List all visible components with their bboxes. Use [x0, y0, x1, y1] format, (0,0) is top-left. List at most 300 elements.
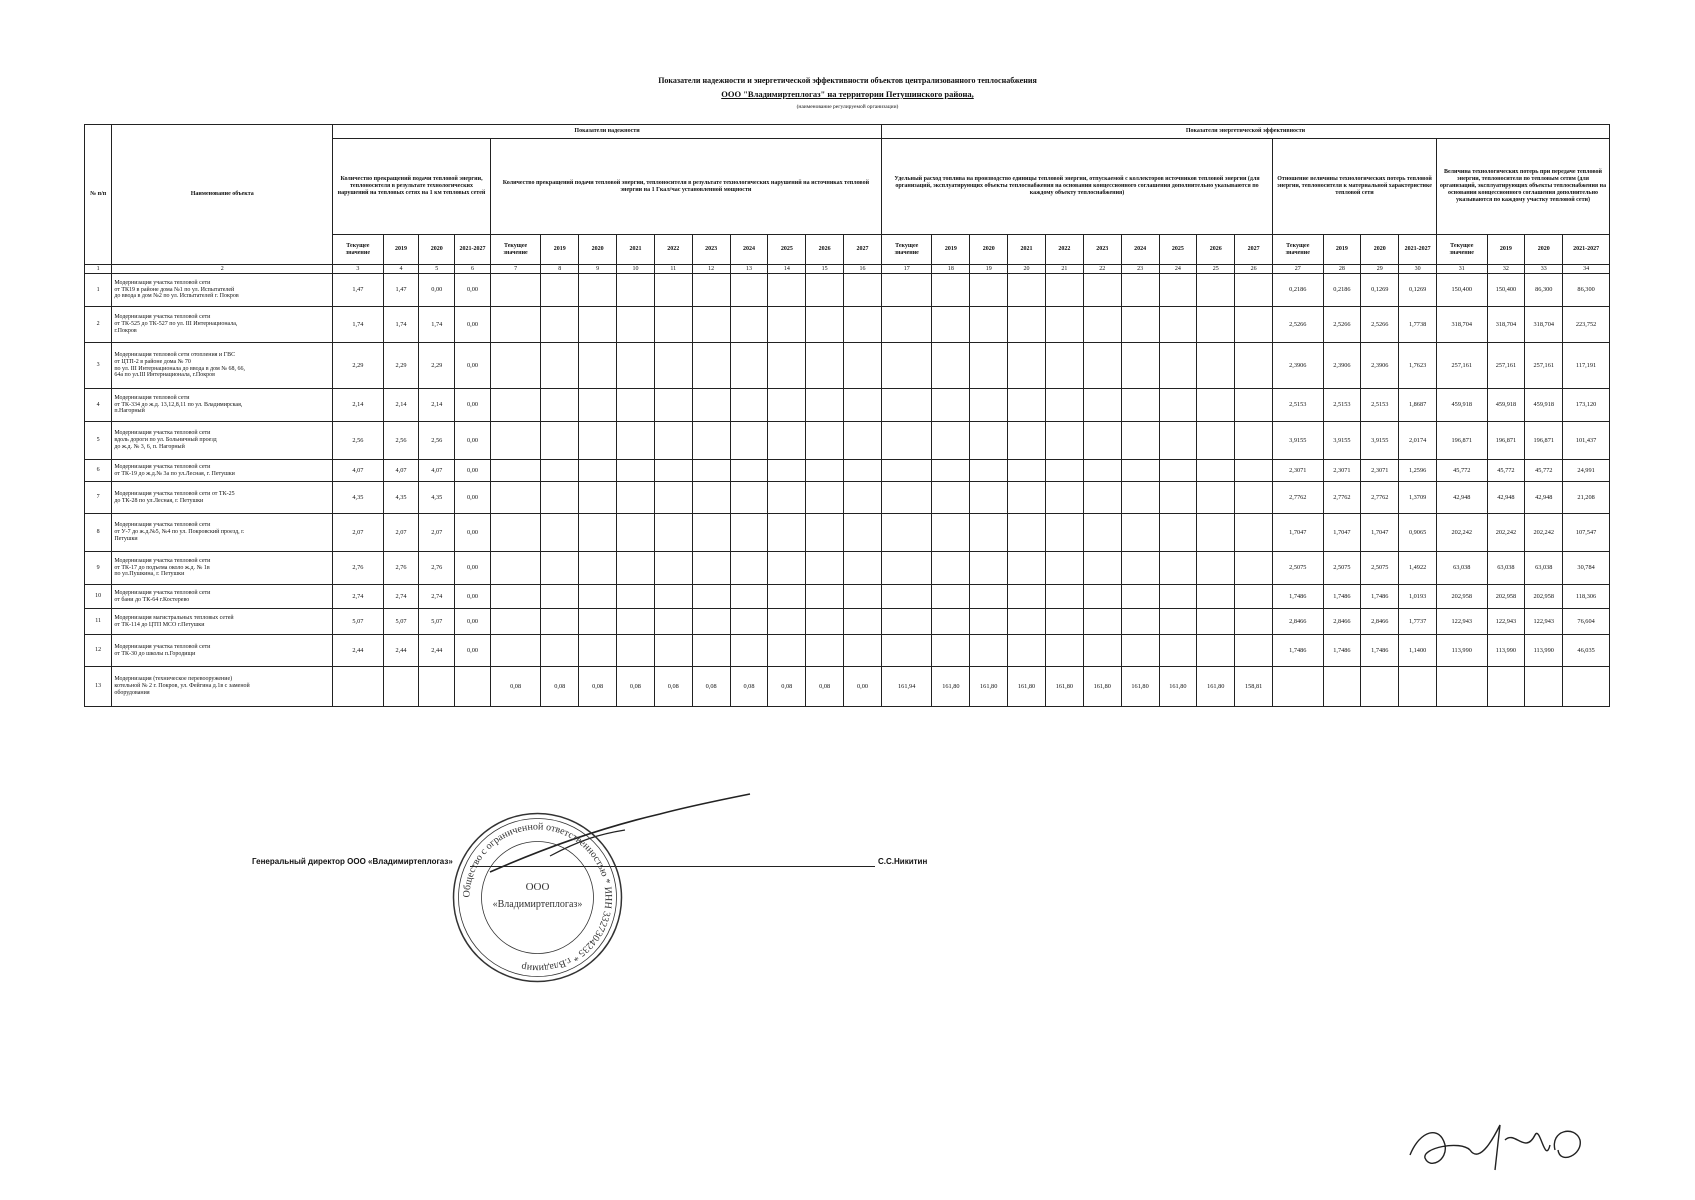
g4-value: 2,5153	[1361, 389, 1399, 422]
g2-value	[844, 609, 882, 635]
loss-ratio-current-header: Текущее значение	[1273, 235, 1323, 265]
row-number: 1	[85, 274, 112, 307]
g2-value	[844, 389, 882, 422]
header-group-fuel-consumption: Удельный расход топлива на производство единицы тепловой энергии, отпускаемой с коллекторов источников тепловой энергии (для организаций, эксплуатирующих объекты теплоснабжения на основании концессионного соглашения дополнительно указываются по каждому объекту теплоснабжения)	[881, 139, 1272, 235]
g3-value	[970, 552, 1008, 585]
object-name-line: от бани до ТК-64 г.Костерево	[114, 596, 190, 603]
g2-value	[768, 343, 806, 389]
g2-value: 0,00	[844, 667, 882, 707]
g5-value	[1437, 667, 1487, 707]
g3-value	[1121, 422, 1159, 460]
g2-value	[768, 585, 806, 609]
g5-value: 173,120	[1563, 389, 1610, 422]
g5-value: 257,161	[1437, 343, 1487, 389]
g3-value	[1197, 274, 1235, 307]
row-number: 4	[85, 389, 112, 422]
g1-value: 5,07	[333, 609, 383, 635]
object-name	[112, 514, 333, 552]
g4-value: 2,3906	[1361, 343, 1399, 389]
network-outages-current-header: Текущее значение	[333, 235, 383, 265]
column-index-cell: 33	[1525, 265, 1563, 274]
g3-value	[1121, 482, 1159, 514]
g5-value: 202,242	[1525, 514, 1563, 552]
g3-value	[970, 514, 1008, 552]
column-index-cell: 5	[419, 265, 455, 274]
g2-value	[730, 514, 768, 552]
column-index-cell: 18	[932, 265, 970, 274]
g4-value: 2,5266	[1361, 307, 1399, 343]
g2-value	[806, 389, 844, 422]
g2-value	[654, 585, 692, 609]
g3-value	[970, 482, 1008, 514]
signer-name: С.С.Никитин	[878, 857, 928, 866]
g4-value	[1399, 667, 1437, 707]
g4-value	[1323, 667, 1361, 707]
g4-value: 2,5075	[1323, 552, 1361, 585]
g2-value	[768, 460, 806, 482]
column-index-cell: 29	[1361, 265, 1399, 274]
g4-value	[1273, 667, 1323, 707]
table-row	[85, 389, 1610, 422]
g2-value	[806, 609, 844, 635]
g2-value: 0,08	[617, 667, 655, 707]
g3-value	[1083, 482, 1121, 514]
g4-value: 3,9155	[1273, 422, 1323, 460]
object-name-line: котельной № 2 г. Покров, ул. Фейгина д.1в с заменой	[114, 683, 250, 690]
column-index-cell: 2	[112, 265, 333, 274]
g3-value	[881, 307, 931, 343]
header-number: № п/п	[85, 125, 112, 265]
object-name	[112, 635, 333, 667]
g3-value	[1045, 635, 1083, 667]
g3-value	[1008, 552, 1046, 585]
g2-value	[730, 609, 768, 635]
object-name	[112, 609, 333, 635]
object-name-line: Модернизация участка тепловой сети	[114, 430, 211, 437]
g4-value: 3,9155	[1323, 422, 1361, 460]
g4-value: 1,7486	[1323, 585, 1361, 609]
g3-value	[1121, 635, 1159, 667]
object-name-line: Модернизация магистральных тепловых сетей	[114, 614, 234, 621]
g5-value: 101,437	[1563, 422, 1610, 460]
column-index-cell: 21	[1045, 265, 1083, 274]
g1-value: 0,00	[455, 609, 491, 635]
g1-value	[455, 667, 491, 707]
g2-value	[844, 343, 882, 389]
column-index-cell: 31	[1437, 265, 1487, 274]
g3-value: 161,80	[1121, 667, 1159, 707]
g4-value: 0,1269	[1361, 274, 1399, 307]
g3-value	[1235, 343, 1273, 389]
g5-value: 196,871	[1525, 422, 1563, 460]
g1-value: 2,07	[419, 514, 455, 552]
object-name-line: от ЦТП-2 в районе дома № 70	[114, 358, 191, 365]
object-name-line: Модернизация (техническое перевооружение)	[114, 676, 233, 683]
g2-value	[541, 307, 579, 343]
row-number: 2	[85, 307, 112, 343]
g1-value: 1,74	[333, 307, 383, 343]
g3-value	[1235, 460, 1273, 482]
g2-value	[654, 514, 692, 552]
g3-value	[881, 609, 931, 635]
g5-value	[1563, 667, 1610, 707]
loss-ratio-year-header: 2020	[1361, 235, 1399, 265]
object-name-line: Модернизация участка тепловой сети	[114, 314, 211, 321]
g3-value	[1159, 552, 1197, 585]
g3-value	[970, 343, 1008, 389]
g3-value: 161,94	[881, 667, 931, 707]
g3-value: 161,80	[970, 667, 1008, 707]
g2-value	[541, 585, 579, 609]
g3-value	[970, 585, 1008, 609]
object-name-line: п.Нагорный	[114, 408, 145, 415]
source-outages-year-header: 2027	[844, 235, 882, 265]
g1-value: 0,00	[455, 635, 491, 667]
g4-value: 0,1269	[1399, 274, 1437, 307]
g2-value	[654, 343, 692, 389]
g1-value: 4,07	[383, 460, 419, 482]
g5-value	[1525, 667, 1563, 707]
g3-value	[1159, 585, 1197, 609]
column-index-cell: 28	[1323, 265, 1361, 274]
g2-value: 0,08	[579, 667, 617, 707]
tech-losses-year-header: 2021-2027	[1563, 235, 1610, 265]
g3-value: 158,81	[1235, 667, 1273, 707]
g3-value	[881, 460, 931, 482]
g1-value: 1,74	[419, 307, 455, 343]
g3-value	[1159, 307, 1197, 343]
g3-value	[881, 389, 931, 422]
g2-value	[806, 552, 844, 585]
g2-value	[579, 422, 617, 460]
g3-value	[1045, 609, 1083, 635]
table-row	[85, 343, 1610, 389]
g1-value: 4,35	[419, 482, 455, 514]
g1-value	[333, 667, 383, 707]
g1-value: 0,00	[455, 274, 491, 307]
g4-value: 2,5153	[1323, 389, 1361, 422]
g2-value	[541, 635, 579, 667]
g5-value: 113,990	[1437, 635, 1487, 667]
g1-value: 1,74	[383, 307, 419, 343]
g3-value	[1159, 514, 1197, 552]
fuel-consumption-year-header: 2021	[1008, 235, 1046, 265]
g3-value: 161,80	[1008, 667, 1046, 707]
g3-value	[1083, 274, 1121, 307]
g5-value: 118,306	[1563, 585, 1610, 609]
g2-value	[579, 460, 617, 482]
g1-value: 4,35	[333, 482, 383, 514]
source-outages-year-header: 2026	[806, 235, 844, 265]
g2-value	[692, 274, 730, 307]
g2-value	[844, 585, 882, 609]
g5-value: 45,772	[1487, 460, 1525, 482]
g1-value: 2,14	[419, 389, 455, 422]
g4-value: 1,8687	[1399, 389, 1437, 422]
g4-value: 2,5075	[1273, 552, 1323, 585]
g2-value	[768, 307, 806, 343]
seal-center-main: «Владимиртеплогаз»	[492, 899, 583, 910]
g3-value	[1083, 389, 1121, 422]
source-outages-year-header: 2022	[654, 235, 692, 265]
object-name-line: Модернизация участка тепловой сети	[114, 522, 211, 529]
g3-value	[1121, 460, 1159, 482]
g2-value	[541, 343, 579, 389]
object-name-line: от ТК-17 до подъема около ж.д. № 1в	[114, 564, 210, 571]
seal-ring-text: Общество с ограниченной ответственностью * ИНН 3327304235 * г.Владимир	[461, 821, 614, 974]
column-index-row	[85, 265, 1610, 274]
g2-value	[579, 389, 617, 422]
g2-value	[768, 422, 806, 460]
column-index-cell: 23	[1121, 265, 1159, 274]
g3-value	[1083, 585, 1121, 609]
g2-value	[617, 585, 655, 609]
fuel-consumption-year-header: 2026	[1197, 235, 1235, 265]
g4-value: 2,8466	[1323, 609, 1361, 635]
g3-value	[1083, 307, 1121, 343]
g3-value	[1159, 609, 1197, 635]
g3-value	[1197, 422, 1235, 460]
g3-value	[1197, 514, 1235, 552]
column-index-cell: 10	[617, 265, 655, 274]
object-name-line: до ввода в дом №2 по ул. Испытателей г. Покров	[114, 293, 239, 300]
row-number: 8	[85, 514, 112, 552]
g3-value	[932, 307, 970, 343]
g4-value: 2,3071	[1323, 460, 1361, 482]
object-name-line: г.Покров	[114, 327, 137, 334]
object-name-line: Модернизация участка тепловой сети	[114, 589, 211, 596]
column-index-cell: 6	[455, 265, 491, 274]
g1-value: 2,07	[333, 514, 383, 552]
object-name	[112, 667, 333, 707]
g2-value	[617, 482, 655, 514]
table-row	[85, 422, 1610, 460]
g4-value: 1,2596	[1399, 460, 1437, 482]
object-name	[112, 552, 333, 585]
g3-value	[932, 585, 970, 609]
g3-value	[1121, 514, 1159, 552]
g2-value	[844, 635, 882, 667]
object-name-line: Модернизация участка тепловой сети	[114, 643, 211, 650]
g3-value	[1121, 307, 1159, 343]
g4-value	[1361, 667, 1399, 707]
g4-value: 3,9155	[1361, 422, 1399, 460]
column-index-cell: 9	[579, 265, 617, 274]
g1-value: 0,00	[455, 343, 491, 389]
g3-value	[1045, 552, 1083, 585]
table-row	[85, 460, 1610, 482]
g2-value	[806, 343, 844, 389]
column-index-cell: 12	[692, 265, 730, 274]
g2-value	[844, 552, 882, 585]
g3-value	[1008, 422, 1046, 460]
g2-value	[490, 307, 540, 343]
object-name	[112, 307, 333, 343]
g3-value	[881, 585, 931, 609]
g3-value	[881, 274, 931, 307]
g2-value	[490, 343, 540, 389]
row-number: 7	[85, 482, 112, 514]
g3-value	[1121, 274, 1159, 307]
g3-value	[1045, 307, 1083, 343]
g2-value	[692, 585, 730, 609]
g4-value: 2,3071	[1361, 460, 1399, 482]
source-outages-year-header: 2023	[692, 235, 730, 265]
fuel-consumption-year-header: 2022	[1045, 235, 1083, 265]
document-title: Показатели надежности и энергетической эффективности объектов централизованного теплоснабжения	[658, 76, 1037, 85]
g2-value	[768, 389, 806, 422]
row-number: 5	[85, 422, 112, 460]
g4-value: 1,4922	[1399, 552, 1437, 585]
table-row	[85, 552, 1610, 585]
g3-value	[932, 482, 970, 514]
organization-name: ООО "Владимиртеплогаз" на территории Петушинского района,	[721, 89, 974, 99]
g2-value	[768, 609, 806, 635]
fuel-consumption-year-header: 2025	[1159, 235, 1197, 265]
g5-value: 459,918	[1525, 389, 1563, 422]
g3-value	[1083, 514, 1121, 552]
column-index-cell: 26	[1235, 265, 1273, 274]
g2-value	[692, 389, 730, 422]
network-outages-year-header: 2019	[383, 235, 419, 265]
header-object-name: Наименование объекта	[112, 125, 333, 265]
g5-value: 122,943	[1487, 609, 1525, 635]
g3-value	[881, 552, 931, 585]
g3-value	[1197, 585, 1235, 609]
object-name-line: Модернизация участка тепловой сети	[114, 463, 211, 470]
g2-value	[730, 482, 768, 514]
g2-value	[730, 307, 768, 343]
g5-value: 117,191	[1563, 343, 1610, 389]
header-group-source-outages: Количество прекращений подачи тепловой энергии, теплоносителя в результате технологических нарушений на источниках тепловой энергии на 1 Гкал/час установленной мощности	[490, 139, 881, 235]
g3-value	[881, 343, 931, 389]
g4-value: 0,2186	[1323, 274, 1361, 307]
g2-value	[844, 514, 882, 552]
g2-value	[541, 552, 579, 585]
column-index-cell: 19	[970, 265, 1008, 274]
g3-value	[1008, 585, 1046, 609]
g3-value	[1197, 635, 1235, 667]
g2-value	[541, 514, 579, 552]
row-number: 6	[85, 460, 112, 482]
g3-value	[970, 609, 1008, 635]
g2-value	[692, 552, 730, 585]
g2-value	[844, 482, 882, 514]
g3-value	[1159, 482, 1197, 514]
g2-value: 0,08	[768, 667, 806, 707]
g5-value: 196,871	[1437, 422, 1487, 460]
object-name-line: Модернизация участка тепловой сети	[114, 279, 211, 286]
g4-value: 1,7737	[1399, 609, 1437, 635]
object-name-line: вдоль дороги по ул. Больничный проезд	[114, 437, 217, 444]
g1-value: 2,56	[383, 422, 419, 460]
g2-value	[490, 552, 540, 585]
g3-value	[1121, 609, 1159, 635]
g2-value	[844, 422, 882, 460]
g4-value: 2,5266	[1323, 307, 1361, 343]
g4-value: 1,7486	[1361, 635, 1399, 667]
g3-value	[1008, 609, 1046, 635]
g3-value	[1159, 274, 1197, 307]
object-name	[112, 482, 333, 514]
g2-value	[490, 389, 540, 422]
g2-value	[806, 585, 844, 609]
g2-value	[806, 307, 844, 343]
g5-value: 202,242	[1437, 514, 1487, 552]
g5-value	[1487, 667, 1525, 707]
object-name-line: от ТК-30 до школы п.Городищи	[114, 650, 196, 657]
g1-value: 2,56	[333, 422, 383, 460]
g5-value: 42,948	[1525, 482, 1563, 514]
g2-value: 0,08	[730, 667, 768, 707]
object-name-line: Модернизация тепловой сети отопления и ГВС	[114, 351, 236, 358]
g3-value	[932, 609, 970, 635]
g4-value: 1,7486	[1273, 635, 1323, 667]
g3-value	[1159, 460, 1197, 482]
g3-value	[1045, 274, 1083, 307]
g1-value: 2,76	[383, 552, 419, 585]
g2-value	[730, 460, 768, 482]
g2-value	[844, 460, 882, 482]
seal-center-top: ООО	[525, 881, 550, 893]
object-name-line: Модернизация участка тепловой сети	[114, 557, 211, 564]
g4-value: 1,7738	[1399, 307, 1437, 343]
g2-value	[654, 609, 692, 635]
g2-value	[806, 460, 844, 482]
g3-value	[1159, 422, 1197, 460]
g3-value	[1197, 460, 1235, 482]
g3-value	[1235, 552, 1273, 585]
g5-value: 318,704	[1437, 307, 1487, 343]
g2-value	[768, 514, 806, 552]
g3-value	[1121, 389, 1159, 422]
network-outages-year-header: 2021-2027	[455, 235, 491, 265]
g2-value	[490, 460, 540, 482]
g2-value	[806, 635, 844, 667]
g3-value	[1235, 389, 1273, 422]
g5-value: 202,242	[1487, 514, 1525, 552]
object-name-line: по ул. III Интернационала до ввода в дом № 68, 66,	[114, 365, 245, 372]
g5-value: 63,038	[1487, 552, 1525, 585]
row-number: 12	[85, 635, 112, 667]
g2-value	[654, 635, 692, 667]
g5-value: 21,208	[1563, 482, 1610, 514]
g5-value: 42,948	[1437, 482, 1487, 514]
g2-value	[490, 609, 540, 635]
column-index-cell: 27	[1273, 265, 1323, 274]
g3-value	[932, 514, 970, 552]
network-outages-year-header: 2020	[419, 235, 455, 265]
table-row	[85, 274, 1610, 307]
g3-value	[932, 460, 970, 482]
g4-value: 1,7047	[1323, 514, 1361, 552]
g3-value	[1083, 635, 1121, 667]
g4-value: 1,7486	[1273, 585, 1323, 609]
source-outages-year-header: 2021	[617, 235, 655, 265]
g5-value: 150,400	[1437, 274, 1487, 307]
g1-value: 2,29	[383, 343, 419, 389]
object-name-line: от ТК-334 до ж.д. 13,12,8,11 по ул. Владимирская,	[114, 401, 243, 408]
g2-value	[692, 307, 730, 343]
g3-value	[881, 635, 931, 667]
fuel-consumption-current-header: Текущее значение	[881, 235, 931, 265]
loss-ratio-year-header: 2021-2027	[1399, 235, 1437, 265]
tech-losses-year-header: 2019	[1487, 235, 1525, 265]
g1-value: 4,07	[419, 460, 455, 482]
column-index-cell: 25	[1197, 265, 1235, 274]
g1-value: 4,35	[383, 482, 419, 514]
header-group-tech-losses: Величина технологических потерь при передаче тепловой энергии, теплоносителя по тепловым сетям (для организаций, эксплуатирующих объекты теплоснабжения на основании концессионного соглашения дополнительно указываются по каждому участку тепловой сети)	[1437, 139, 1610, 235]
